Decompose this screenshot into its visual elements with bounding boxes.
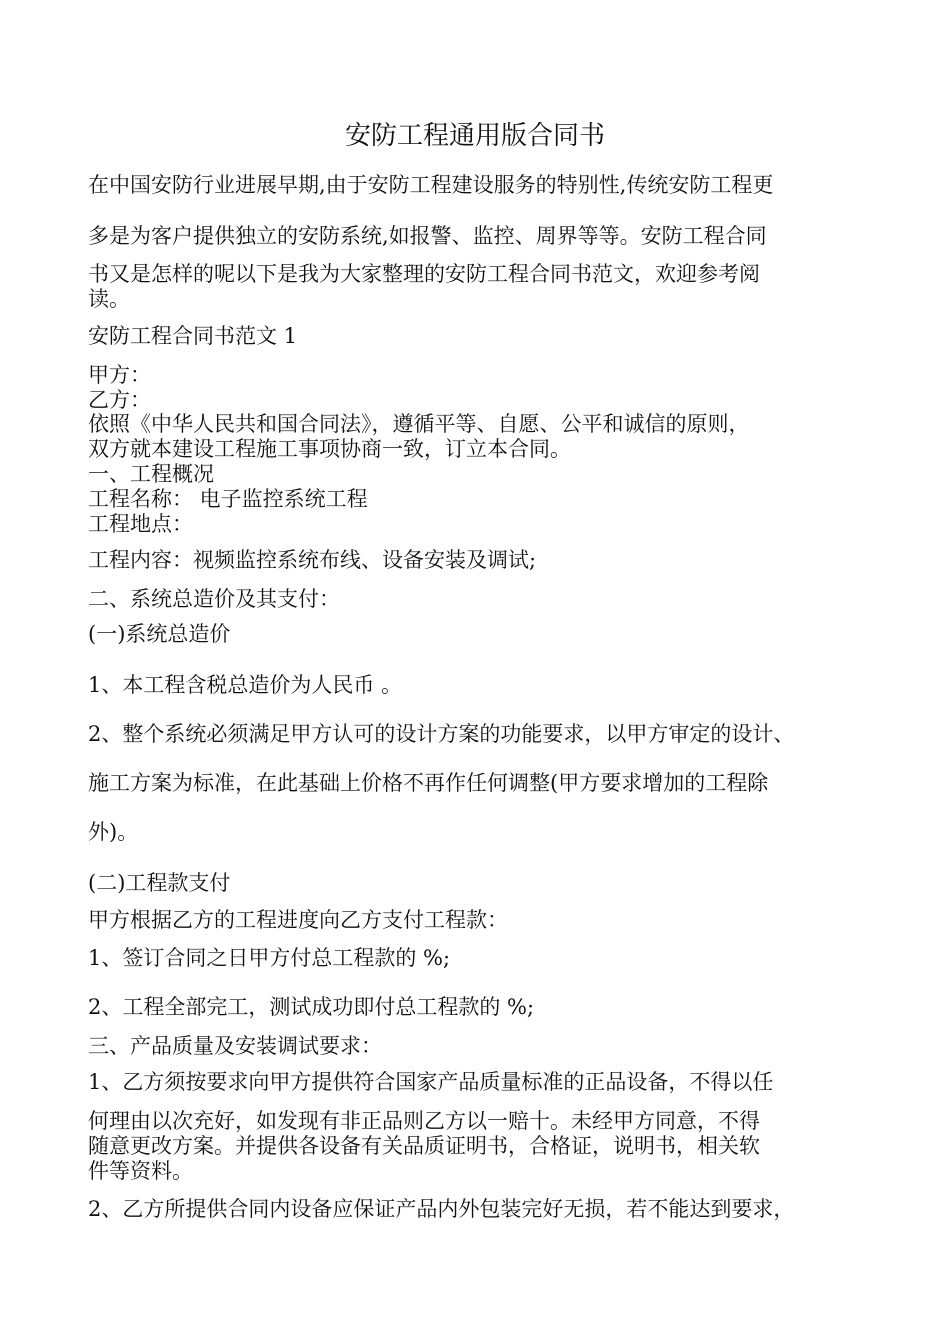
paragraph-line: 1、签订合同之日甲方付总工程款的 %;: [88, 946, 451, 970]
paragraph-line: 件等资料。: [88, 1159, 193, 1183]
paragraph-line: 1、本工程含税总造价为人民币 。: [88, 673, 403, 697]
section-heading: 二、系统总造价及其支付：: [88, 587, 340, 611]
paragraph-line: 外)。: [88, 820, 139, 844]
subsection-heading: (二)工程款支付: [88, 871, 231, 895]
paragraph-line: 甲方：: [88, 363, 151, 387]
section-heading: 安防工程合同书范文 1: [88, 324, 298, 348]
paragraph-line: 工程地点：: [88, 512, 193, 536]
paragraph-line: 多是为客户提供独立的安防系统,如报警、监控、周界等等。安防工程合同: [88, 224, 767, 248]
paragraph-line: 依照《中华人民共和国合同法》，遵循平等、自愿、公平和诚信的原则，: [88, 412, 750, 436]
paragraph-line: 何理由以次充好，如发现有非正品则乙方以一赔十。未经甲方同意，不得: [88, 1109, 760, 1133]
paragraph-line: 乙方：: [88, 388, 151, 412]
subsection-heading: (一)系统总造价: [88, 622, 231, 646]
paragraph-line: 2、乙方所提供合同内设备应保证产品内外包装完好无损，若不能达到要求，: [88, 1197, 795, 1221]
paragraph-line: 随意更改方案。并提供各设备有关品质证明书，合格证，说明书，相关软: [88, 1134, 760, 1158]
paragraph-line: 1、乙方须按要求向甲方提供符合国家产品质量标准的正品设备，不得以任: [88, 1070, 774, 1094]
paragraph-line: 双方就本建设工程施工事项协商一致，订立本合同。: [88, 437, 571, 461]
paragraph-line: 2、整个系统必须满足甲方认可的设计方案的功能要求，以甲方审定的设计、: [88, 722, 795, 746]
paragraph-line: 2、工程全部完工，测试成功即付总工程款的 %;: [88, 995, 535, 1019]
paragraph-line: 甲方根据乙方的工程进度向乙方支付工程款：: [88, 908, 508, 932]
paragraph-line: 读。: [88, 287, 130, 311]
paragraph-line: 工程内容：视频监控系统布线、设备安装及调试;: [88, 548, 537, 572]
paragraph-line: 在中国安防行业进展早期,由于安防工程建设服务的特别性,传统安防工程更: [88, 173, 774, 197]
section-heading: 三、产品质量及安装调试要求：: [88, 1034, 382, 1058]
paragraph-line: 书又是怎样的呢以下是我为大家整理的安防工程合同书范文，欢迎参考阅: [88, 262, 760, 286]
section-heading: 一、工程概况: [88, 462, 214, 486]
document-title: 安防工程通用版合同书: [344, 121, 605, 151]
paragraph-line: 工程名称： 电子监控系统工程: [88, 487, 368, 511]
paragraph-line: 施工方案为标准，在此基础上价格不再作任何调整(甲方要求增加的工程除: [88, 771, 769, 795]
